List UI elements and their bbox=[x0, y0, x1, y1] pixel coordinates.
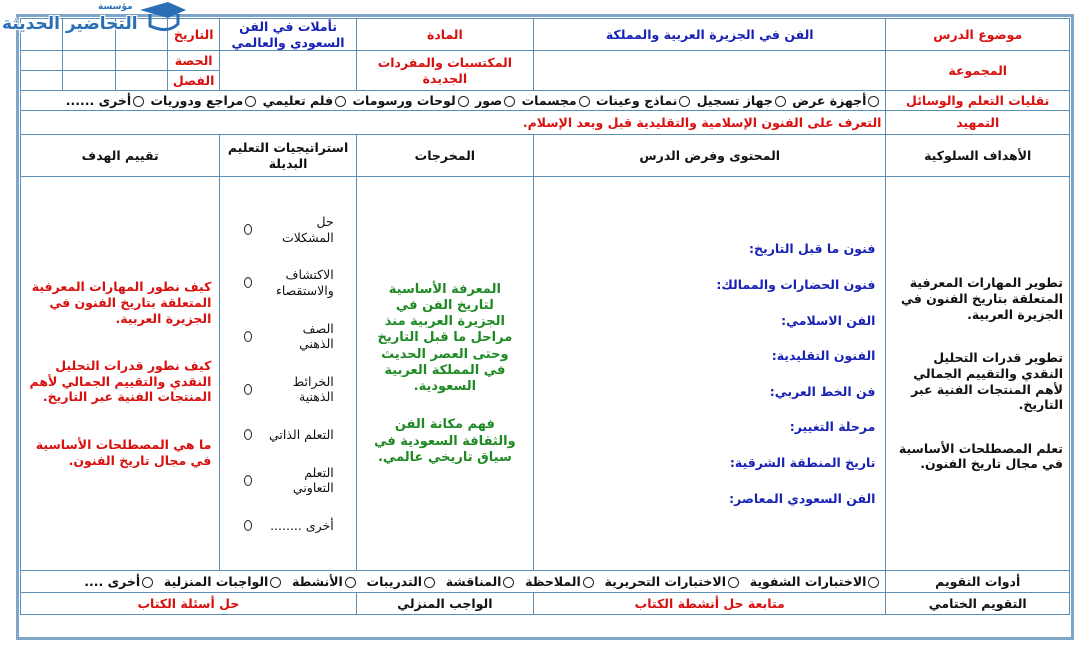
radio-circle-icon bbox=[270, 577, 281, 588]
class-cell-2[interactable] bbox=[63, 71, 115, 91]
lesson-plan-table bbox=[20, 18, 1070, 615]
assessment-option[interactable]: التدريبات bbox=[367, 574, 438, 589]
assessment-option[interactable]: الملاحظة bbox=[525, 574, 596, 589]
content-cell bbox=[534, 177, 886, 571]
brand-logo bbox=[0, 0, 190, 46]
group-value[interactable] bbox=[534, 51, 886, 91]
radio-circle-icon bbox=[583, 577, 594, 588]
tools-option[interactable]: صور bbox=[475, 93, 517, 108]
strategy-option[interactable]: حل المشكلات bbox=[242, 214, 333, 245]
strategy-option[interactable]: الخرائط الذهنية bbox=[242, 374, 333, 405]
radio-circle-icon bbox=[142, 577, 153, 588]
goal-item: تطوير المهارات المعرفية المتعلقة بتاريخ الفنون في الجزيرة العربية. bbox=[900, 275, 1063, 322]
strategy-option[interactable]: الصف الذهني bbox=[242, 321, 333, 352]
goals-header: الأهداف السلوكية bbox=[886, 135, 1070, 177]
strategy-option[interactable]: التعلم التعاوني bbox=[242, 465, 333, 496]
outputs-header: المخرجات bbox=[356, 135, 533, 177]
intro-label: التمهيد bbox=[886, 111, 1070, 135]
subject-value: تأملات في الفن السعودي والعالمي bbox=[220, 19, 356, 51]
strategy-option[interactable]: الاكتشاف والاستقصاء bbox=[242, 267, 333, 298]
assessment-option[interactable]: أخرى .... bbox=[84, 574, 155, 589]
assessment-option[interactable]: الاختبارات الشفوية bbox=[750, 574, 882, 589]
intro-row bbox=[21, 111, 1070, 135]
topic-label: موضوع الدرس bbox=[886, 19, 1070, 51]
radio-circle-icon bbox=[245, 96, 256, 107]
evaluation-item: كيف نطور قدرات التحليل النقدي والتقييم الجمالي لأهم المنتجات الفنية عبر التاريخ. bbox=[29, 358, 212, 405]
strategies-header: استراتيجيات التعليم البديلة bbox=[220, 135, 356, 177]
header-row-2 bbox=[21, 51, 1070, 71]
assessment-option[interactable]: المناقشة bbox=[446, 574, 517, 589]
logo-title: التحاضير الحديثة bbox=[2, 14, 138, 34]
tools-option[interactable]: نماذج وعينات bbox=[596, 93, 692, 108]
tools-label: تقليات التعلم والوسائل bbox=[886, 91, 1070, 111]
goal-item: تعلم المصطلحات الأساسية في مجال تاريخ الفنون. bbox=[898, 440, 1063, 472]
content-item: تاريخ المنطقة الشرقية: bbox=[729, 455, 876, 470]
content-item: فنون ما قبل التاريخ: bbox=[749, 241, 876, 257]
tools-options bbox=[21, 91, 886, 111]
assessment-option[interactable]: الأنشطة bbox=[292, 574, 358, 589]
strategy-option[interactable]: التعلم الذاتي bbox=[242, 427, 333, 443]
evaluation-cell bbox=[21, 177, 220, 571]
content-header: المحتوى وفرض الدرس bbox=[534, 135, 886, 177]
radio-circle-icon bbox=[244, 331, 252, 342]
strategies-cell bbox=[220, 177, 356, 571]
output-item: المعرفة الأساسية لتاريخ الفن في الجزيرة العربية منذ مراحل ما قبل التاريخ وحتى العصر الحديث في المملكة العربية السعودية. bbox=[377, 281, 513, 394]
class-cell-1[interactable] bbox=[115, 71, 167, 91]
columns-header-row bbox=[21, 135, 1070, 177]
strategy-option[interactable]: أخرى ........ bbox=[242, 518, 333, 534]
output-item: فهم مكانة الفن والثقافة السعودية في سياق تاريخي عالمي. bbox=[374, 417, 516, 465]
assessment-tools-label: أدوات التقويم bbox=[886, 571, 1070, 593]
final-activity: متابعة حل أنشطة الكتاب bbox=[534, 593, 886, 615]
homework-value: حل أسئلة الكتاب bbox=[21, 593, 357, 615]
tools-option[interactable]: لوحات ورسومات bbox=[352, 93, 470, 108]
radio-circle-icon bbox=[504, 96, 515, 107]
group-label: المجموعة bbox=[886, 51, 1070, 91]
radio-circle-icon bbox=[503, 577, 514, 588]
content-item: الفن الاسلامي: bbox=[781, 312, 876, 328]
tools-option[interactable]: فلم تعليمي bbox=[263, 93, 348, 108]
final-evaluation-row bbox=[21, 593, 1070, 615]
radio-circle-icon bbox=[728, 577, 739, 588]
logo-subtitle: مؤسسة bbox=[98, 2, 133, 12]
radio-circle-icon bbox=[244, 475, 252, 486]
content-item: الفنون التقليدية: bbox=[771, 348, 876, 364]
tools-option[interactable]: أجهزة عرض bbox=[792, 93, 881, 108]
goal-item: تطوير قدرات التحليل النقدي والتقييم الجمالي لأهم المنتجات الفنية عبر التاريخ. bbox=[911, 350, 1063, 413]
tools-option[interactable]: أخرى ...... bbox=[66, 93, 146, 108]
radio-circle-icon bbox=[579, 96, 590, 107]
radio-circle-icon bbox=[775, 96, 786, 107]
main-body-row bbox=[21, 177, 1070, 571]
class-cell-3[interactable] bbox=[21, 71, 63, 91]
radio-circle-icon bbox=[868, 96, 879, 107]
class-label: الفصل bbox=[167, 71, 219, 91]
radio-circle-icon bbox=[244, 277, 252, 288]
goals-cell bbox=[886, 177, 1070, 571]
assessment-option[interactable]: الواجبات المنزلية bbox=[164, 574, 283, 589]
tools-option[interactable]: مجسمات bbox=[522, 93, 592, 108]
subject-label: المادة bbox=[356, 19, 533, 51]
radio-circle-icon bbox=[133, 96, 144, 107]
content-item: فنون الحضارات والممالك: bbox=[716, 276, 876, 292]
period-cell-3[interactable] bbox=[21, 51, 63, 71]
radio-circle-icon bbox=[244, 384, 252, 395]
vocab-label: المكتسبات والمفردات الجديدة bbox=[356, 51, 533, 91]
period-cell-1[interactable] bbox=[115, 51, 167, 71]
period-cell-2[interactable] bbox=[63, 51, 115, 71]
evaluation-header: تقييم الهدف bbox=[21, 135, 220, 177]
assessment-option[interactable]: الاختبارات التحريرية bbox=[605, 574, 742, 589]
tools-row bbox=[21, 91, 1070, 111]
content-item: الفن السعودي المعاصر: bbox=[729, 490, 876, 506]
radio-circle-icon bbox=[868, 577, 879, 588]
radio-circle-icon bbox=[244, 224, 252, 235]
radio-circle-icon bbox=[244, 429, 252, 440]
intro-text: التعرف على الفنون الإسلامية والتقليدية قبل وبعد الإسلام. bbox=[21, 111, 886, 135]
date-label: التاريخ bbox=[167, 19, 219, 51]
outputs-cell bbox=[356, 177, 533, 571]
homework-label: الواجب المنزلي bbox=[356, 593, 533, 615]
assessment-tools-row bbox=[21, 571, 1070, 593]
content-item: فن الخط العربي: bbox=[769, 383, 876, 399]
radio-circle-icon bbox=[345, 577, 356, 588]
evaluation-item: كيف نطور المهارات المعرفية المتعلقة بتاريخ الفنون في الجزيرة العربية. bbox=[31, 279, 212, 326]
radio-circle-icon bbox=[424, 577, 435, 588]
radio-circle-icon bbox=[244, 520, 252, 531]
evaluation-item: ما هي المصطلحات الأساسية في مجال تاريخ الفنون. bbox=[35, 437, 212, 468]
radio-circle-icon bbox=[679, 96, 690, 107]
content-item: مرحلة التغيير: bbox=[789, 419, 876, 435]
assessment-tools-options bbox=[21, 571, 886, 593]
tools-option[interactable]: مراجع ودوريات bbox=[151, 93, 259, 108]
radio-circle-icon bbox=[458, 96, 469, 107]
tools-option[interactable]: جهاز تسجيل bbox=[697, 93, 788, 108]
topic-value: الفن في الجزيرة العربية والمملكة bbox=[534, 19, 886, 51]
period-label: الحصة bbox=[167, 51, 219, 71]
radio-circle-icon bbox=[335, 96, 346, 107]
vocab-value[interactable] bbox=[220, 51, 356, 91]
final-label: التقويم الختامي bbox=[886, 593, 1070, 615]
